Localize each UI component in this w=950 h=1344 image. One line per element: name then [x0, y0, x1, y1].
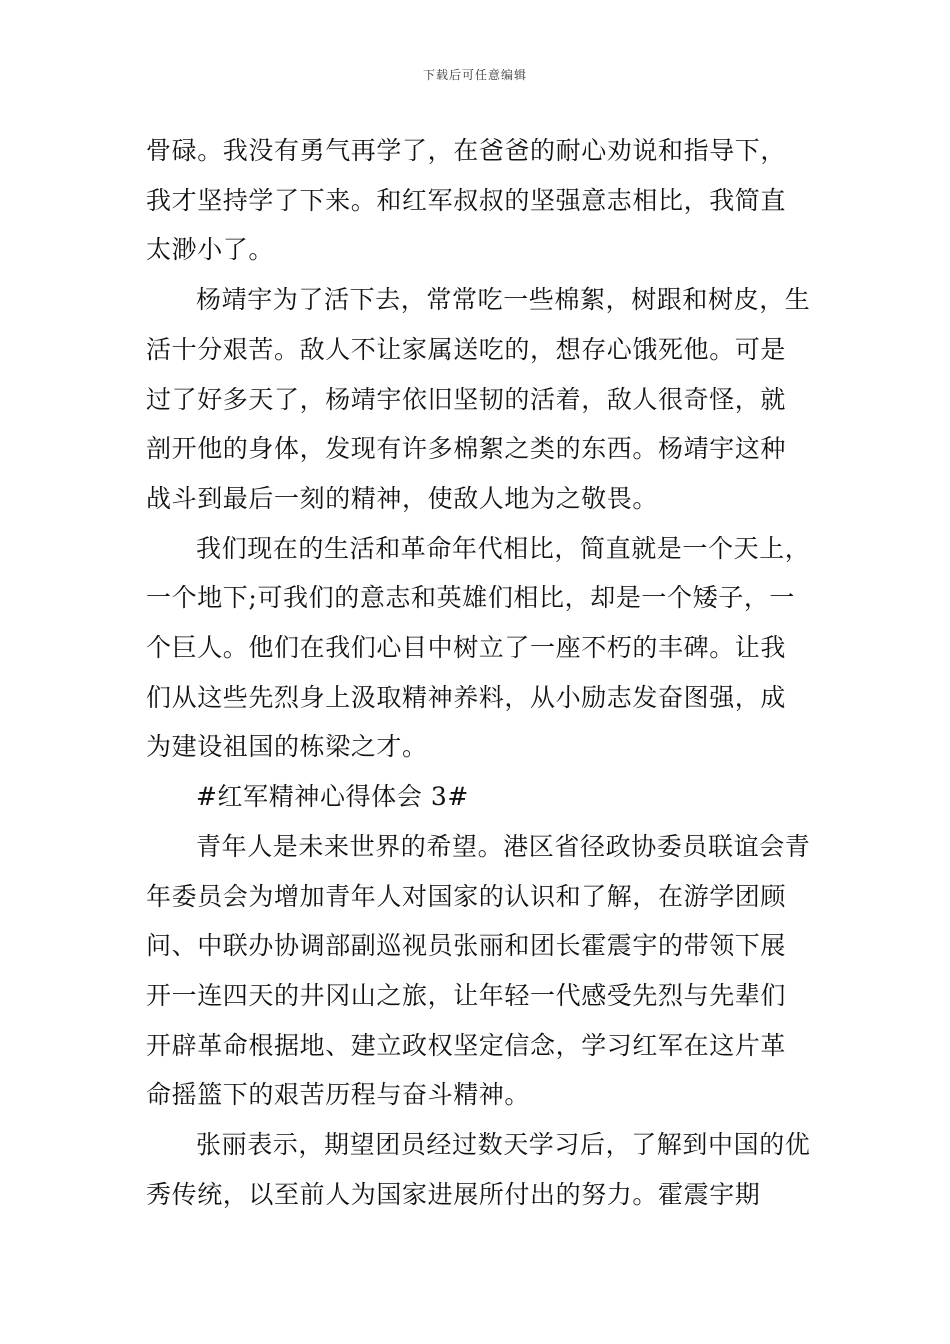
paragraph-zhang-li: 张丽表示，期望团员经过数天学习后，了解到中国的优秀传统，以至前人为国家进展所付出的努力。霍震宇期: [146, 1130, 811, 1209]
paragraph-continuation: 骨碌。我没有勇气再学了，在爸爸的耐心劝说和指导下，我才坚持学了下来。和红军叔叔的坚强意志相比，我简直太渺小了。: [146, 136, 787, 265]
section-heading: #红军精神心得体会 3#: [196, 782, 469, 812]
paragraph-yang-jingyu: 杨靖宇为了活下去，常常吃一些棉絮，树跟和树皮，生活十分艰苦。敌人不让家属送吃的，想存心饿死他。可是过了好多天了，杨靖宇依旧坚韧的活着，敌人很奇怪，就剖开他的身体，发现有许多棉絮之类的东西。杨靖宇这种战斗到最后一刻的精神，使敌人地为之敬畏。: [146, 285, 811, 513]
paragraph-comparison: 我们现在的生活和革命年代相比，简直就是一个天上，一个地下;可我们的意志和英雄们相比，却是一个矮子，一个巨人。他们在我们心目中树立了一座不朽的丰碑。让我们从这些先烈身上汲取精神养料，从小励志发奋图强，成为建设祖国的栋梁之才。: [146, 533, 811, 762]
page-header-note: 下载后可任意编辑: [422, 68, 527, 82]
document-body: [146, 126, 811, 1219]
paragraph-youth-trip: 青年人是未来世界的希望。港区省径政协委员联谊会青年委员会为增加青年人对国家的认识和了解，在游学团顾问、中联办协调部副巡视员张丽和团长霍震宇的带领下展开一连四天的井冈山之旅，让年轻一代感受先烈与先辈们开辟革命根据地、建立政权坚定信念，学习红军在这片革命摇篮下的艰苦历程与奋斗精神。: [146, 831, 811, 1110]
